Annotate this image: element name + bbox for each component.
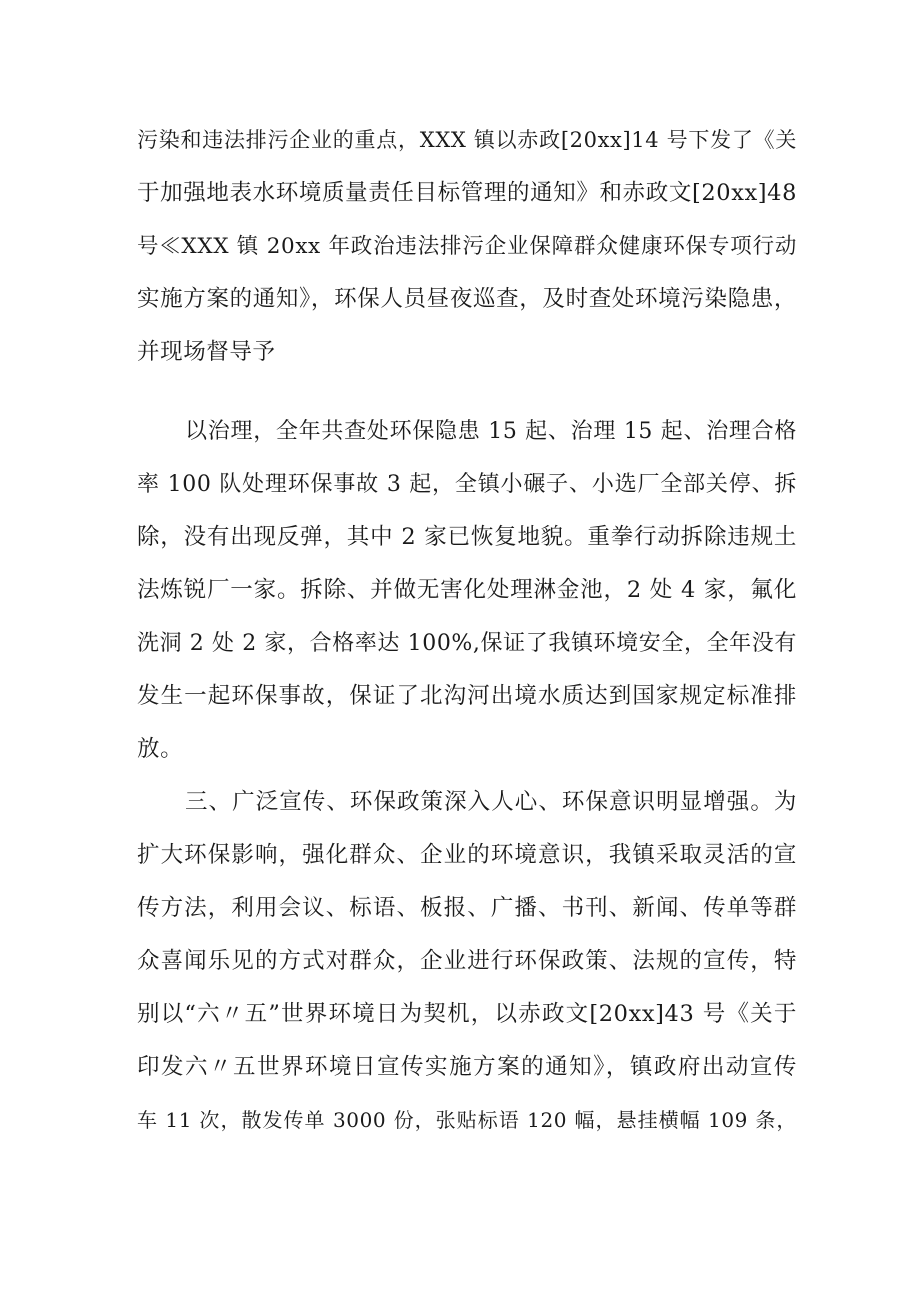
paragraph-2 xyxy=(137,405,797,776)
paragraph-3 xyxy=(137,776,797,1147)
text-line: 除，没有出现反弹，其中 2 家已恢复地貌。重拳行动拆除违规土 xyxy=(137,524,797,550)
text-line: 三、广泛宣传、环保政策深入人心、环保意识明显增强。为 xyxy=(185,789,797,815)
text-line: 污染和违法排污企业的重点，XXX 镇以赤政[20xx]14 号下发了《关 xyxy=(137,128,797,152)
text-line: 印发六〃五世界环境日宣传实施方案的通知》，镇政府出动宣传 xyxy=(137,1054,797,1080)
text-line: 发生一起环保事故，保证了北沟河出境水质达到国家规定标准排 xyxy=(137,683,797,709)
text-line: 众喜闻乐见的方式对群众，企业进行环保政策、法规的宣传，特 xyxy=(137,948,797,974)
text-line: 以治理，全年共查处环保隐患 15 起、治理 15 起、治理合格 xyxy=(185,419,797,444)
text-line: 号≪XXX 镇 20xx 年政治违法排污企业保障群众健康环保专项行动 xyxy=(137,234,797,259)
paragraph-1 xyxy=(137,114,797,379)
text-line: 扩大环保影响，强化群众、企业的环境意识，我镇采取灵活的宣 xyxy=(137,842,797,868)
text-line: 并现场督导予 xyxy=(137,339,276,365)
text-line: 放。 xyxy=(137,736,184,762)
text-line: 洗洞 2 处 2 家，合格率达 100%,保证了我镇环境安全，全年没有 xyxy=(137,631,797,656)
text-line: 别以“六〃五”世界环境日为契机，以赤政文[20xx]43 号《关于 xyxy=(137,1001,797,1027)
text-line: 法炼锐厂一家。拆除、并做无害化处理淋金池，2 处 4 家，氟化 xyxy=(137,577,797,603)
text-line: 车 11 次，散发传单 3000 份，张贴标语 120 幅，悬挂横幅 109 条， xyxy=(137,1108,797,1132)
text-line: 实施方案的通知》，环保人员昼夜巡查，及时查处环境污染隐患， xyxy=(137,286,797,312)
text-line: 率 100 队处理环保事故 3 起，全镇小碾子、小选厂全部关停、拆 xyxy=(137,472,797,497)
text-line: 于加强地表水环境质量责任目标管理的通知》和赤政文[20xx]48 xyxy=(137,180,797,206)
text-line: 传方法，利用会议、标语、板报、广播、书刊、新闻、传单等群 xyxy=(137,895,797,921)
